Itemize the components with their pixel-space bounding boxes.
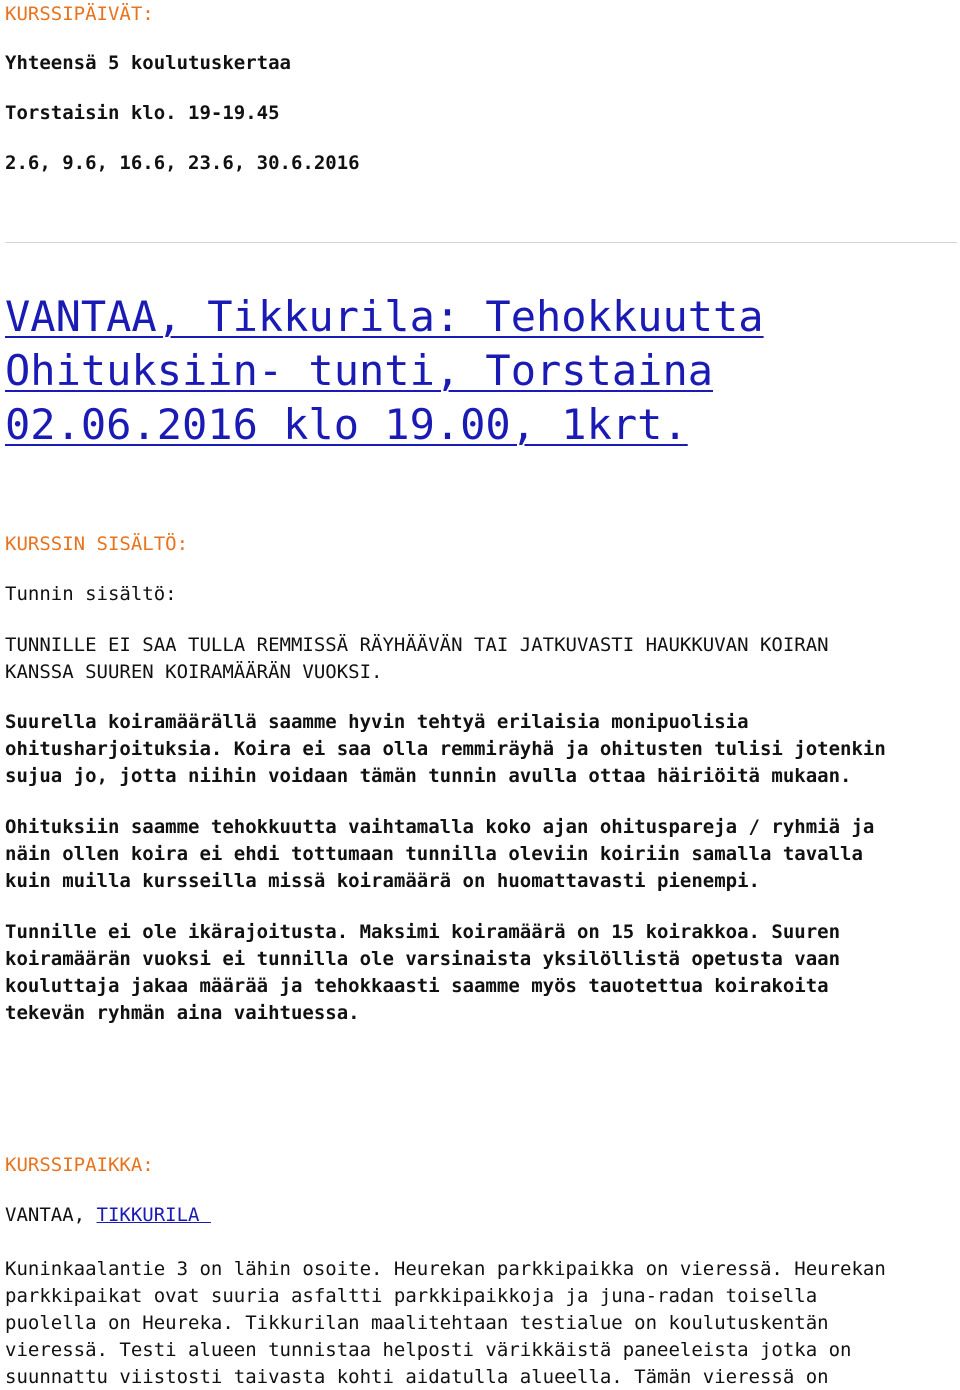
course-title-link[interactable]: [5, 290, 957, 452]
course-title-line-1[interactable]: VANTAA, Tikkurila: Tehokkuutta: [5, 292, 764, 341]
content-heading: KURSSIN SISÄLTÖ:: [5, 533, 189, 555]
location-city: [5, 1202, 211, 1228]
para2-line-3: kuin muilla kursseilla missä koiramäärä on huomattavasti pienempi.: [5, 870, 760, 892]
session-dates: 2.6, 9.6, 16.6, 23.6, 30.6.2016: [5, 152, 360, 174]
location-heading: KURSSIPAIKKA:: [5, 1154, 154, 1176]
course-title-line-3[interactable]: 02.06.2016 klo 19.00, 1krt.: [5, 400, 688, 449]
content-subheading: Tunnin sisältö:: [5, 583, 177, 605]
para3-line-4: tekevän ryhmän aina vaihtuessa.: [5, 1002, 360, 1024]
para3-line-3: kouluttaja jakaa määrää ja tehokkaasti saamme myös tauotettua koirakoita: [5, 975, 829, 997]
location-desc-line-4: vieressä. Testi alueen tunnistaa helposti värikkäistä paneeleista jotka on: [5, 1339, 852, 1361]
para3-line-2: koiramäärän vuoksi ei tunnilla ole varsinaista yksilöllistä opetusta vaan: [5, 948, 841, 970]
para1-line-1: Suurella koiramäärällä saamme hyvin tehtyä erilaisia monipuolisia: [5, 711, 749, 733]
location-desc-line-3: puolella on Heureka. Tikkurilan maalitehtaan testialue on koulutuskentän: [5, 1312, 829, 1334]
warning-line-2: KANSSA SUUREN KOIRAMÄÄRÄN VUOKSI.: [5, 661, 383, 683]
course-title-line-2[interactable]: Ohituksiin- tunti, Torstaina: [5, 346, 714, 395]
tikkurila-link[interactable]: TIKKURILA: [96, 1204, 211, 1226]
location-desc-line-5: suunnattu viistosti taivasta kohti aidatulla alueella. Tämän vieressä on: [5, 1366, 829, 1388]
session-time: Torstaisin klo. 19-19.45: [5, 102, 280, 124]
para3-line-1: Tunnille ei ole ikärajoitusta. Maksimi koiramäärä on 15 koirakkoa. Suuren: [5, 921, 841, 943]
para1-line-2: ohitusharjoituksia. Koira ei saa olla remmiräyhä ja ohitusten tulisi jotenkin: [5, 738, 886, 760]
total-sessions: Yhteensä 5 koulutuskertaa: [5, 52, 291, 74]
location-desc-line-2: parkkipaikat ovat suuria asfaltti parkkipaikkoja ja juna-radan toisella: [5, 1285, 818, 1307]
location-desc-line-1: Kuninkaalantie 3 on lähin osoite. Heurekan parkkipaikka on vieressä. Heurekan: [5, 1258, 886, 1280]
para2-line-1: Ohituksiin saamme tehokkuutta vaihtamalla koko ajan ohituspareja / ryhmiä ja: [5, 816, 875, 838]
para1-line-3: sujua jo, jotta niihin voidaan tämän tunnin avulla ottaa häiriöitä mukaan.: [5, 765, 852, 787]
warning-line-1: TUNNILLE EI SAA TULLA REMMISSÄ RÄYHÄÄVÄN TAI JATKUVASTI HAUKKUVAN KOIRAN: [5, 634, 829, 656]
location-city-prefix: VANTAA,: [5, 1204, 97, 1226]
dates-heading: KURSSIPÄIVÄT:: [5, 3, 154, 25]
section-divider: [5, 242, 957, 243]
para2-line-2: näin ollen koira ei ehdi tottumaan tunnilla oleviin koiriin samalla tavalla: [5, 843, 863, 865]
